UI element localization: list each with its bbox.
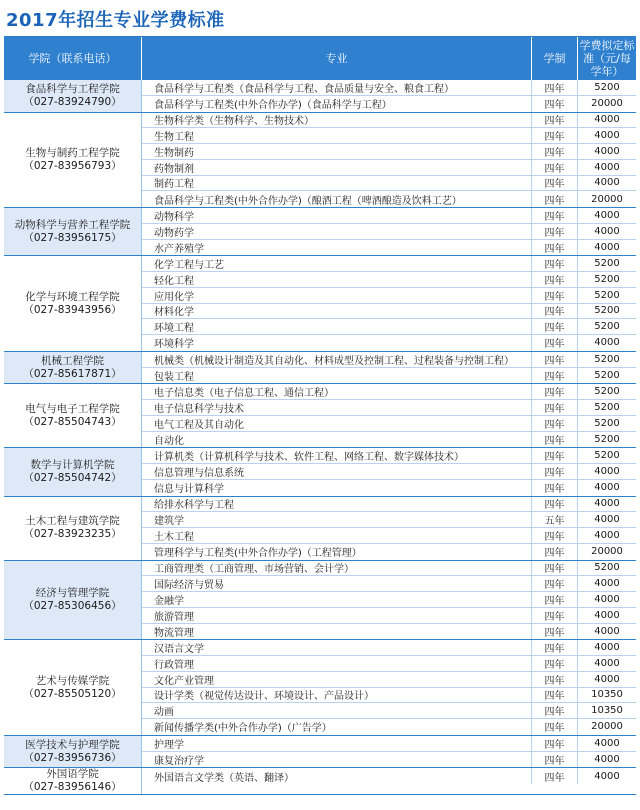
table-row <box>142 528 636 544</box>
table-row <box>142 448 636 464</box>
duration-cell: 四年 <box>532 160 578 175</box>
fee-cell: 4000 <box>594 609 620 621</box>
table-row <box>142 224 636 240</box>
table-row <box>142 335 636 351</box>
table-row <box>142 191 636 207</box>
college-name: 经济与管理学院 <box>35 586 110 599</box>
major-cell: 物流管理 <box>142 624 532 640</box>
major-cell: 信息管理与信息系统 <box>142 464 532 479</box>
fee-cell: 5200 <box>594 289 620 301</box>
college-group <box>4 352 636 385</box>
duration-cell: 五年 <box>532 512 578 527</box>
header-fee: 学费拟定标准（元/每学年） <box>579 39 635 78</box>
table-body <box>4 80 636 795</box>
college-phone: （027-83923235） <box>23 528 122 540</box>
duration-cell: 四年 <box>532 432 578 448</box>
fee-cell: 5200 <box>594 369 620 381</box>
fee-cell: 5200 <box>594 305 620 317</box>
major-cell: 自动化 <box>142 432 532 448</box>
table-row <box>142 719 636 735</box>
major-cell: 轻化工程 <box>142 272 532 287</box>
major-cell: 药物制剂 <box>142 160 532 175</box>
college-name: 医学技术与护理学院 <box>25 738 120 751</box>
fee-cell: 4000 <box>594 625 620 637</box>
college-cell <box>4 561 142 640</box>
college-name: 生物与制药工程学院 <box>25 146 120 159</box>
duration-cell: 四年 <box>532 191 578 207</box>
duration-cell: 四年 <box>532 497 578 512</box>
fee-cell: 4000 <box>594 130 620 142</box>
page-title: 2017年招生专业学费标准 <box>6 10 225 31</box>
header-college: 学院（联系电话） <box>4 37 142 80</box>
major-cell: 机械类（机械设计制造及其自动化、材料成型及控制工程、过程装备与控制工程） <box>142 352 532 367</box>
duration-cell: 四年 <box>532 624 578 640</box>
college-name: 艺术与传媒学院 <box>35 674 110 687</box>
table-row <box>142 176 636 192</box>
college-group <box>4 80 636 113</box>
college-group <box>4 561 636 641</box>
table-row <box>142 464 636 480</box>
fee-cell: 4000 <box>594 753 620 765</box>
fee-cell: 4000 <box>594 114 620 126</box>
fee-cell: 4000 <box>594 673 620 685</box>
college-group <box>4 384 636 448</box>
fee-cell: 4000 <box>594 161 620 173</box>
duration-cell: 四年 <box>532 384 578 399</box>
college-cell <box>4 352 142 384</box>
duration-cell: 四年 <box>532 352 578 367</box>
fee-cell: 4000 <box>594 593 620 605</box>
major-cell: 材料化学 <box>142 304 532 319</box>
duration-cell: 四年 <box>532 480 578 496</box>
major-cell: 设计学类（视觉传达设计、环境设计、产品设计） <box>142 688 532 703</box>
college-phone: （027-83956146） <box>23 781 122 794</box>
duration-cell: 四年 <box>532 240 578 256</box>
duration-cell: 四年 <box>532 561 578 576</box>
major-cell: 电气工程及其自动化 <box>142 416 532 431</box>
duration-cell: 四年 <box>532 528 578 543</box>
major-cell: 汉语言文学 <box>142 640 532 655</box>
major-cell: 文化产业管理 <box>142 672 532 687</box>
table-row <box>142 400 636 416</box>
college-cell <box>4 384 142 447</box>
fee-cell: 5200 <box>594 273 620 285</box>
college-name: 数学与计算机学院 <box>30 458 115 471</box>
duration-cell: 四年 <box>532 464 578 479</box>
college-group <box>4 497 636 561</box>
major-cell: 化学工程与工艺 <box>142 256 532 271</box>
college-phone: （027-83943956） <box>23 303 122 316</box>
college-cell <box>4 497 142 560</box>
duration-cell: 四年 <box>532 319 578 334</box>
duration-cell: 四年 <box>532 368 578 384</box>
table-row <box>142 144 636 160</box>
college-group <box>4 736 636 769</box>
college-phone: （027-85505120） <box>23 687 122 700</box>
table-row <box>142 656 636 672</box>
header-major: 专业 <box>142 37 532 80</box>
fee-cell: 20000 <box>591 721 623 733</box>
table-row <box>142 592 636 608</box>
fee-cell: 5200 <box>594 321 620 333</box>
fee-cell: 4000 <box>594 209 620 221</box>
college-cell <box>4 768 142 794</box>
college-phone: （027-85504742） <box>23 471 122 484</box>
college-phone: （027-85306456） <box>23 599 122 612</box>
major-cell: 金融学 <box>142 592 532 607</box>
table-row <box>142 352 636 368</box>
fee-cell: 4000 <box>594 657 620 669</box>
major-cell: 环境科学 <box>142 335 532 351</box>
major-cell: 工商管理类（工商管理、市场营销、会计学） <box>142 561 532 576</box>
major-cell: 食品科学与工程类(中外合作办学)（食品科学与工程） <box>142 96 532 112</box>
table-row <box>142 512 636 528</box>
fee-cell: 4000 <box>594 642 620 654</box>
table-row <box>142 256 636 272</box>
college-name: 土木工程与建筑学院 <box>25 515 120 527</box>
fee-cell: 20000 <box>591 546 623 558</box>
table-row <box>142 576 636 592</box>
table-row <box>142 113 636 129</box>
fee-cell: 4000 <box>594 737 620 749</box>
duration-cell: 四年 <box>532 144 578 159</box>
fee-cell: 4000 <box>594 498 620 510</box>
college-group <box>4 113 636 209</box>
duration-cell: 四年 <box>532 576 578 591</box>
duration-cell: 四年 <box>532 640 578 655</box>
duration-cell: 四年 <box>532 128 578 143</box>
major-cell: 管理科学与工程类(中外合作办学)（工程管理） <box>142 544 532 560</box>
major-cell: 包装工程 <box>142 368 532 384</box>
table-row <box>142 384 636 400</box>
fee-cell: 5200 <box>594 433 620 445</box>
college-group <box>4 640 636 736</box>
college-cell <box>4 448 142 495</box>
major-cell: 新闻传播学类(中外合作办学)（广告学） <box>142 719 532 735</box>
table-row <box>142 608 636 624</box>
duration-cell: 四年 <box>532 544 578 560</box>
major-cell: 康复治疗学 <box>142 752 532 768</box>
duration-cell: 四年 <box>532 719 578 735</box>
major-cell: 建筑学 <box>142 512 532 527</box>
fee-cell: 4000 <box>594 177 620 189</box>
college-cell <box>4 80 142 112</box>
fee-cell: 4000 <box>594 145 620 157</box>
fee-cell: 4000 <box>594 482 620 494</box>
table-row <box>142 240 636 256</box>
major-cell: 土木工程 <box>142 528 532 543</box>
major-cell: 生物科学类（生物科学、生物技术） <box>142 113 532 128</box>
major-cell: 国际经济与贸易 <box>142 576 532 591</box>
college-cell <box>4 113 142 208</box>
duration-cell: 四年 <box>532 335 578 351</box>
table-row <box>142 304 636 320</box>
fee-cell: 4000 <box>594 241 620 253</box>
major-cell: 电子信息类（电子信息工程、通信工程） <box>142 384 532 399</box>
fee-cell: 20000 <box>591 193 623 205</box>
major-cell: 外国语言文学类（英语、翻译） <box>142 768 532 784</box>
college-phone: （027-85504743） <box>23 415 122 428</box>
college-phone: （027-83956736） <box>23 751 122 764</box>
table-row <box>142 319 636 335</box>
major-cell: 制药工程 <box>142 176 532 191</box>
table-row <box>142 544 636 560</box>
table-row <box>142 80 636 96</box>
table-row <box>142 561 636 577</box>
table-header <box>4 37 636 80</box>
fee-cell: 5200 <box>594 401 620 413</box>
fee-cell: 4000 <box>594 770 620 782</box>
college-group <box>4 208 636 256</box>
college-name: 食品科学与工程学院 <box>25 82 120 95</box>
fee-cell: 5200 <box>594 450 620 462</box>
major-cell: 生物制药 <box>142 144 532 159</box>
major-cell: 行政管理 <box>142 656 532 671</box>
college-group <box>4 256 636 352</box>
major-cell: 旅游管理 <box>142 608 532 623</box>
duration-cell: 四年 <box>532 752 578 768</box>
duration-cell: 四年 <box>532 400 578 415</box>
college-cell <box>4 256 142 351</box>
college-cell <box>4 640 142 735</box>
fee-cell: 4000 <box>594 465 620 477</box>
header-duration: 学制 <box>532 37 578 80</box>
fee-cell: 5200 <box>594 258 620 270</box>
table-row <box>142 497 636 513</box>
major-cell: 护理学 <box>142 736 532 751</box>
major-cell: 环境工程 <box>142 319 532 334</box>
fee-cell: 4000 <box>594 514 620 526</box>
college-cell <box>4 208 142 255</box>
duration-cell: 四年 <box>532 608 578 623</box>
fee-cell: 10350 <box>591 689 623 701</box>
duration-cell: 四年 <box>532 592 578 607</box>
table-row <box>142 768 636 784</box>
fee-cell: 4000 <box>594 578 620 590</box>
college-phone: （027-83956175） <box>23 231 122 244</box>
major-cell: 动物药学 <box>142 224 532 239</box>
duration-cell: 四年 <box>532 288 578 303</box>
table-row <box>142 752 636 768</box>
duration-cell: 四年 <box>532 703 578 718</box>
major-cell: 电子信息科学与技术 <box>142 400 532 415</box>
fee-cell: 10350 <box>591 705 623 717</box>
table-row <box>142 208 636 224</box>
duration-cell: 四年 <box>532 688 578 703</box>
fee-cell: 5200 <box>594 81 620 93</box>
duration-cell: 四年 <box>532 96 578 112</box>
college-phone: （027-83956793） <box>23 159 122 172</box>
table-row <box>142 640 636 656</box>
college-name: 动物科学与营养工程学院 <box>14 218 131 231</box>
table-row <box>142 160 636 176</box>
major-cell: 生物工程 <box>142 128 532 143</box>
major-cell: 应用化学 <box>142 288 532 303</box>
major-cell: 计算机类（计算机科学与技术、软件工程、网络工程、数字媒体技术） <box>142 448 532 463</box>
table-row <box>142 624 636 640</box>
major-cell: 水产养殖学 <box>142 240 532 256</box>
major-cell: 给排水科学与工程 <box>142 497 532 512</box>
duration-cell: 四年 <box>532 176 578 191</box>
major-cell: 食品科学与工程类(中外合作办学)（酿酒工程（啤酒酿造及饮料工艺） <box>142 191 532 207</box>
fee-table <box>4 36 636 795</box>
college-phone: （027-85617871） <box>23 367 122 380</box>
college-phone: （027-83924790） <box>23 95 122 108</box>
college-cell <box>4 736 142 768</box>
duration-cell: 四年 <box>532 256 578 271</box>
duration-cell: 四年 <box>532 736 578 751</box>
college-name: 化学与环境工程学院 <box>25 290 120 303</box>
table-row <box>142 96 636 112</box>
duration-cell: 四年 <box>532 304 578 319</box>
table-row <box>142 480 636 496</box>
fee-cell: 20000 <box>591 98 623 110</box>
duration-cell: 四年 <box>532 416 578 431</box>
duration-cell: 四年 <box>532 448 578 463</box>
fee-cell: 5200 <box>594 386 620 398</box>
fee-cell: 4000 <box>594 337 620 349</box>
duration-cell: 四年 <box>532 672 578 687</box>
major-cell: 动物科学 <box>142 208 532 223</box>
table-row <box>142 128 636 144</box>
duration-cell: 四年 <box>532 224 578 239</box>
fee-cell: 5200 <box>594 562 620 574</box>
table-row <box>142 288 636 304</box>
table-row <box>142 736 636 752</box>
college-name: 电气与电子工程学院 <box>25 402 120 415</box>
duration-cell: 四年 <box>532 272 578 287</box>
college-group <box>4 448 636 496</box>
table-row <box>142 672 636 688</box>
table-row <box>142 432 636 448</box>
duration-cell: 四年 <box>532 208 578 223</box>
fee-cell: 4000 <box>594 529 620 541</box>
fee-cell: 4000 <box>594 225 620 237</box>
table-row <box>142 416 636 432</box>
table-row <box>142 688 636 704</box>
college-group <box>4 768 636 795</box>
fee-cell: 5200 <box>594 353 620 365</box>
duration-cell: 四年 <box>532 656 578 671</box>
major-cell: 信息与计算科学 <box>142 480 532 496</box>
college-name: 机械工程学院 <box>41 354 104 367</box>
table-row <box>142 368 636 384</box>
major-cell: 食品科学与工程类（食品科学与工程、食品质量与安全、粮食工程） <box>142 80 532 95</box>
duration-cell: 四年 <box>532 80 578 95</box>
fee-cell: 5200 <box>594 417 620 429</box>
duration-cell: 四年 <box>532 113 578 128</box>
college-name: 外国语学院 <box>46 768 99 781</box>
major-cell: 动画 <box>142 703 532 718</box>
table-row <box>142 703 636 719</box>
duration-cell: 四年 <box>532 768 578 784</box>
table-row <box>142 272 636 288</box>
